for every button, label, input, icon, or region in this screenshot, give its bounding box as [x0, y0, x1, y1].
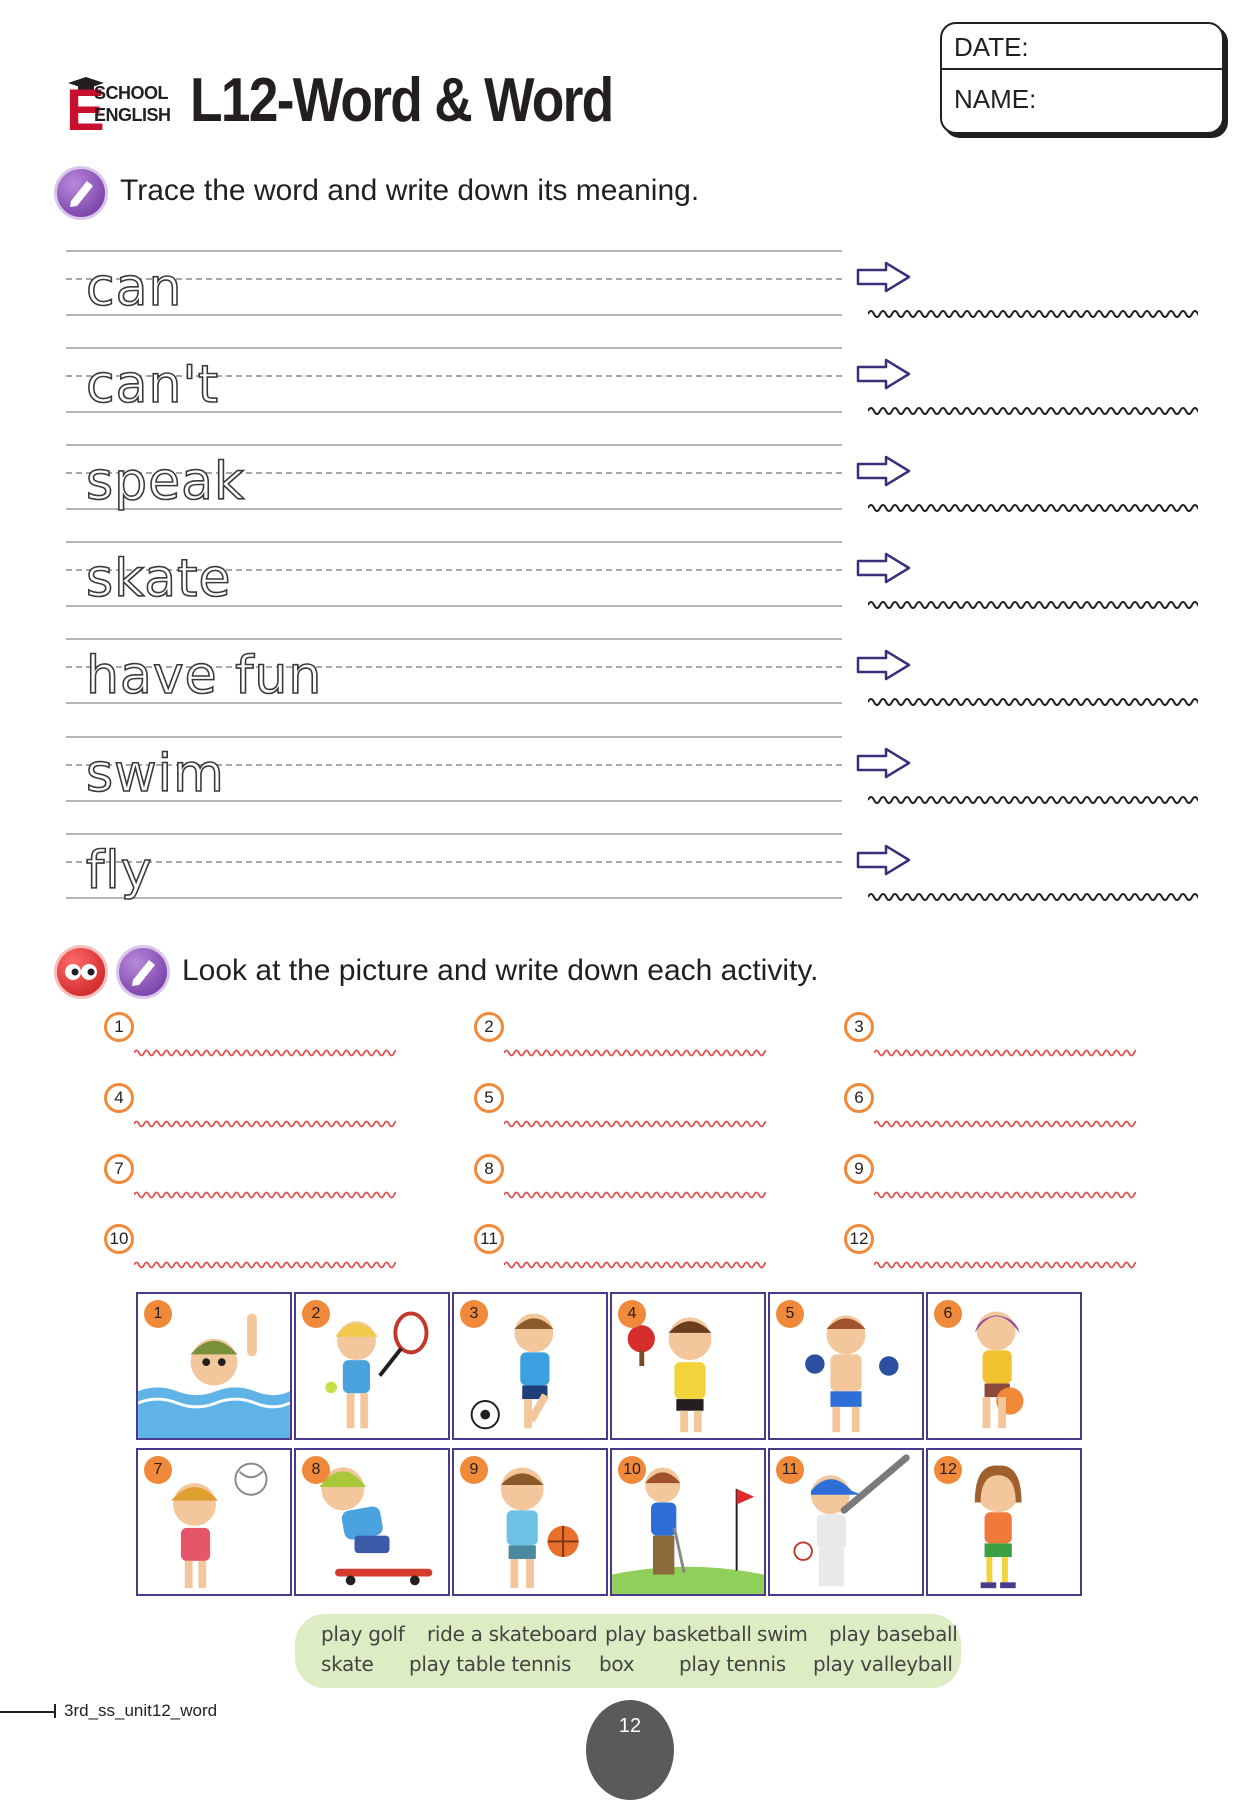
- footer-rule: [0, 1711, 54, 1713]
- arrow-right-icon: [856, 843, 912, 877]
- arrow-right-icon: [856, 260, 912, 294]
- logo-letter: E: [66, 78, 105, 143]
- trace-row: [66, 250, 842, 346]
- activity-answer-line[interactable]: [134, 1115, 396, 1127]
- activity-answer-line[interactable]: [874, 1115, 1136, 1127]
- arrow-right-icon: [856, 648, 912, 682]
- answer-number-badge: 8: [474, 1154, 504, 1184]
- trace-row: [66, 347, 842, 443]
- picture-number: 3: [460, 1300, 488, 1328]
- trace-row: [66, 444, 842, 540]
- trace-row: [66, 638, 842, 734]
- picture-number: 12: [934, 1456, 962, 1484]
- school-english-logo: [64, 74, 174, 143]
- section2-instruction: Look at the picture and write down each activity.: [182, 954, 819, 987]
- trace-row: [66, 833, 842, 929]
- trace-row: [66, 541, 842, 637]
- meaning-answer-line[interactable]: [868, 500, 1198, 514]
- word-bank: [295, 1614, 961, 1688]
- meaning-answer-line[interactable]: [868, 403, 1198, 417]
- page-title: L12-Word & Word: [190, 66, 613, 135]
- activity-picture: [768, 1448, 924, 1596]
- trace-word: can't: [86, 355, 220, 415]
- answer-number-badge: 6: [844, 1083, 874, 1113]
- meaning-answer-line[interactable]: [868, 694, 1198, 708]
- picture-number: 2: [302, 1300, 330, 1328]
- arrow-right-icon: [856, 746, 912, 780]
- name-label: NAME:: [954, 84, 1037, 114]
- answer-number-badge: 9: [844, 1154, 874, 1184]
- picture-number: 11: [776, 1456, 804, 1484]
- answer-number-badge: 4: [104, 1083, 134, 1113]
- word-bank-item: play basketball: [605, 1622, 752, 1646]
- activity-picture: [452, 1292, 608, 1440]
- activity-picture: [294, 1292, 450, 1440]
- page-number: [586, 1700, 674, 1800]
- activity-picture: [136, 1292, 292, 1440]
- answer-number-badge: 11: [474, 1224, 504, 1254]
- picture-number: 6: [934, 1300, 962, 1328]
- word-bank-item: box: [599, 1652, 635, 1676]
- trace-word: skate: [86, 549, 232, 609]
- picture-number: 9: [460, 1456, 488, 1484]
- activity-answer-line[interactable]: [874, 1044, 1136, 1056]
- meaning-answer-line[interactable]: [868, 792, 1198, 806]
- activity-answer-line[interactable]: [134, 1256, 396, 1268]
- trace-word: speak: [86, 452, 246, 512]
- meaning-answer-line[interactable]: [868, 597, 1198, 611]
- activity-answer-line[interactable]: [504, 1115, 766, 1127]
- arrow-right-icon: [856, 551, 912, 585]
- trace-word: can: [86, 258, 183, 318]
- word-bank-item: play golf: [321, 1622, 405, 1646]
- footer-rule: [54, 1704, 56, 1718]
- activity-picture: [452, 1448, 608, 1596]
- activity-picture: [610, 1292, 766, 1440]
- date-label: DATE:: [954, 32, 1029, 62]
- date-name-box: [940, 22, 1224, 134]
- activity-picture: [926, 1292, 1082, 1440]
- word-bank-item: ride a skateboard: [427, 1622, 598, 1646]
- activity-picture: [610, 1448, 766, 1596]
- word-bank-item: play table tennis: [409, 1652, 572, 1676]
- eyes-badge-icon: [54, 945, 108, 999]
- activity-answer-line[interactable]: [504, 1256, 766, 1268]
- answer-number-badge: 12: [844, 1224, 874, 1254]
- word-bank-item: skate: [321, 1652, 374, 1676]
- arrow-right-icon: [856, 357, 912, 391]
- answer-number-badge: 3: [844, 1012, 874, 1042]
- activity-picture: [768, 1292, 924, 1440]
- pencil-badge-icon: [116, 945, 170, 999]
- activity-answer-line[interactable]: [504, 1044, 766, 1056]
- answer-number-badge: 7: [104, 1154, 134, 1184]
- answer-number-badge: 5: [474, 1083, 504, 1113]
- activity-answer-line[interactable]: [134, 1044, 396, 1056]
- activity-answer-line[interactable]: [874, 1256, 1136, 1268]
- picture-number: 7: [144, 1456, 172, 1484]
- answer-number-badge: 1: [104, 1012, 134, 1042]
- activity-picture: [294, 1448, 450, 1596]
- footer-code: 3rd_ss_unit12_word: [64, 1701, 218, 1720]
- word-bank-item: play valleyball: [813, 1652, 953, 1676]
- activity-answer-line[interactable]: [134, 1186, 396, 1198]
- trace-word: fly: [86, 841, 153, 901]
- picture-number: 8: [302, 1456, 330, 1484]
- logo-line2: ENGLISH: [94, 105, 171, 125]
- meaning-answer-line[interactable]: [868, 306, 1198, 320]
- trace-word: swim: [86, 744, 225, 804]
- activity-answer-line[interactable]: [874, 1186, 1136, 1198]
- activity-picture: [926, 1448, 1082, 1596]
- word-bank-item: play tennis: [679, 1652, 786, 1676]
- logo-line1: SCHOOL: [94, 83, 169, 103]
- answer-number-badge: 10: [104, 1224, 134, 1254]
- page-number-text: 12: [618, 1715, 642, 1737]
- activity-answer-line[interactable]: [504, 1186, 766, 1198]
- pencil-badge-icon: [54, 166, 108, 220]
- activity-picture: [136, 1448, 292, 1596]
- trace-row: [66, 736, 842, 832]
- picture-number: 10: [618, 1456, 646, 1484]
- word-bank-item: play baseball: [829, 1622, 958, 1646]
- answer-number-badge: 2: [474, 1012, 504, 1042]
- picture-number: 5: [776, 1300, 804, 1328]
- section1-instruction: Trace the word and write down its meaning.: [120, 174, 700, 207]
- arrow-right-icon: [856, 454, 912, 488]
- word-bank-item: swim: [757, 1622, 808, 1646]
- meaning-answer-line[interactable]: [868, 889, 1198, 903]
- picture-number: 4: [618, 1300, 646, 1328]
- picture-number: 1: [144, 1300, 172, 1328]
- trace-word: have fun: [86, 646, 323, 706]
